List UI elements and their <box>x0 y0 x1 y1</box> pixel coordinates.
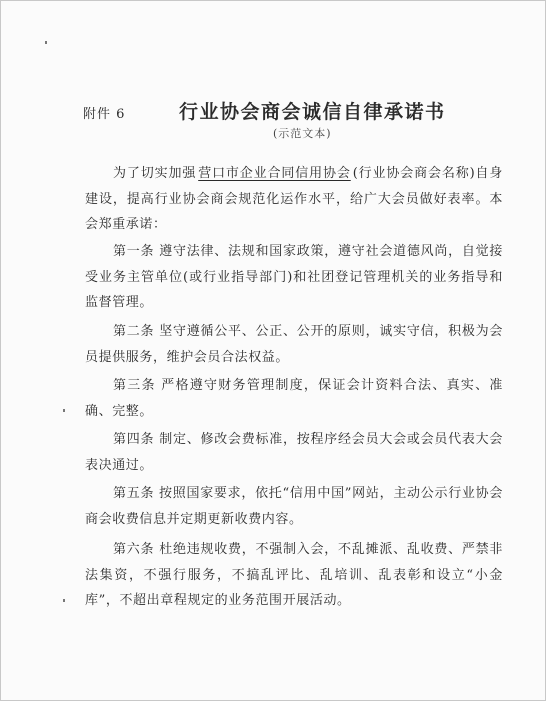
page-subtitle: (示范文本) <box>273 127 332 140</box>
article-text: 按照国家要求，依托“信用中国”网站，主动公示行业协会商会收费信息并定期更新收费内容。 <box>85 486 503 527</box>
intro-after: (行业协会商会名称)自身建设，提高行业协会商会规范化运作水平，给广大会员做好表率。本会郑重承诺： <box>85 166 503 232</box>
article-label: 第六条 <box>113 542 155 557</box>
article-text: 严格遵守财务管理制度，保证会计资料合法、真实、准确、完整。 <box>85 378 503 419</box>
scan-speck <box>63 409 65 412</box>
org-name-field: 营口市企业合同信用协会 <box>198 166 351 181</box>
article-4 <box>85 427 503 478</box>
article-label: 第四条 <box>113 432 155 447</box>
article-label: 第二条 <box>113 324 155 339</box>
article-label: 第五条 <box>113 486 155 501</box>
article-3 <box>85 373 503 424</box>
intro-before: 为了切实加强 <box>113 166 197 181</box>
article-text: 遵守法律、法规和国家政策，遵守社会道德风尚，自觉接受业务主管单位(或行业指导部门)和社团登记管理机关的业务指导和监督管理。 <box>85 244 503 310</box>
article-label: 第一条 <box>113 244 155 259</box>
article-text: 杜绝违规收费，不强制入会，不乱摊派、乱收费、严禁非法集资，不强行服务，不搞乱评比、乱培训、乱表彰和设立“小金库”，不超出章程规定的业务范围开展活动。 <box>85 542 503 608</box>
annex-label: 附件 6 <box>83 107 126 122</box>
article-5 <box>85 481 503 532</box>
page-title: 行业协会商会诚信自律承诺书 <box>179 101 446 123</box>
article-text: 坚守遵循公平、公正、公开的原则，诚实守信，积极为会员提供服务，维护会员合法权益。 <box>85 324 503 365</box>
article-6 <box>85 537 503 614</box>
article-text: 制定、修改会费标准，按程序经会员大会或会员代表大会表决通过。 <box>85 432 503 473</box>
scan-speck <box>45 41 47 44</box>
scan-speck <box>63 599 65 602</box>
intro-paragraph <box>85 161 503 238</box>
article-1 <box>85 239 503 316</box>
article-label: 第三条 <box>113 378 156 393</box>
article-2 <box>85 319 503 370</box>
